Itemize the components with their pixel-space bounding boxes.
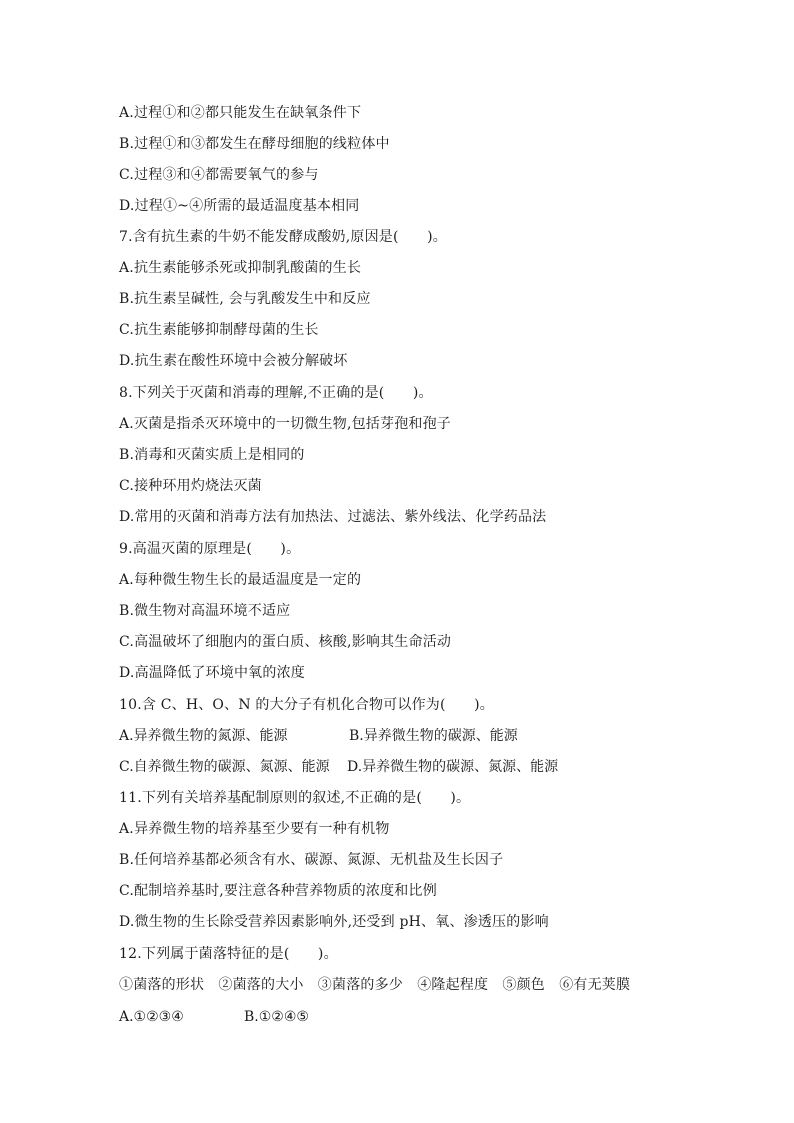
q11-option-c: C.配制培养基时,要注意各种营养物质的浓度和比例 [119, 883, 437, 899]
q7-stem: 7.含有抗生素的牛奶不能发酵成酸奶,原因是( )。 [119, 229, 447, 245]
q9-option-c: C.高温破坏了细胞内的蛋白质、核酸,影响其生命活动 [119, 634, 452, 650]
q6-option-a: A.过程①和②都只能发生在缺氧条件下 [119, 105, 362, 121]
q7-option-c: C.抗生素能够抑制酵母菌的生长 [119, 322, 319, 338]
q11-option-d: D.微生物的生长除受营养因素影响外,还受到 pH、氧、渗透压的影响 [119, 914, 549, 930]
q11-stem: 11.下列有关培养基配制原则的叙述,不正确的是( )。 [119, 790, 471, 806]
q9-stem: 9.高温灭菌的原理是( )。 [119, 541, 301, 557]
q12-option-b: B.①②④⑤ [244, 1009, 309, 1025]
q10-option-a: A.异养微生物的氮源、能源 [119, 728, 288, 744]
q10-stem: 10.含 C、H、O、N 的大分子有机化合物可以作为( )。 [119, 697, 494, 713]
q9-option-a: A.每种微生物生长的最适温度是一定的 [119, 572, 362, 588]
q12-items: ①菌落的形状 ②菌落的大小 ③菌落的多少 ④隆起程度 ⑤颜色 ⑥有无荚膜 [119, 977, 631, 993]
q10-option-b: B.异养微生物的碳源、能源 [349, 728, 518, 744]
q6-option-c: C.过程③和④都需要氧气的参与 [119, 167, 319, 183]
q7-option-a: A.抗生素能够杀死或抑制乳酸菌的生长 [119, 260, 362, 276]
q11-option-b: B.任何培养基都必须含有水、碳源、氮源、无机盐及生长因子 [119, 852, 504, 868]
q8-stem: 8.下列关于灭菌和消毒的理解,不正确的是( )。 [119, 385, 433, 401]
q8-option-b: B.消毒和灭菌实质上是相同的 [119, 447, 305, 463]
q10-option-d: D.异养微生物的碳源、氮源、能源 [347, 759, 559, 775]
q7-option-b: B.抗生素呈碱性, 会与乳酸发生中和反应 [119, 291, 371, 307]
q11-option-a: A.异养微生物的培养基至少要有一种有机物 [119, 821, 390, 837]
q6-option-b: B.过程①和③都发生在酵母细胞的线粒体中 [119, 136, 390, 152]
q8-option-c: C.接种环用灼烧法灭菌 [119, 478, 262, 494]
q9-option-b: B.微生物对高温环境不适应 [119, 603, 291, 619]
q7-option-d: D.抗生素在酸性环境中会被分解破坏 [119, 353, 348, 369]
q9-option-d: D.高温降低了环境中氧的浓度 [119, 665, 305, 681]
q8-option-a: A.灭菌是指杀灭环境中的一切微生物,包括芽孢和孢子 [119, 416, 452, 432]
q6-option-d: D.过程①~④所需的最适温度基本相同 [119, 198, 360, 214]
q8-option-d: D.常用的灭菌和消毒方法有加热法、过滤法、紫外线法、化学药品法 [119, 509, 547, 525]
q12-stem: 12.下列属于菌落特征的是( )。 [119, 946, 338, 962]
q12-option-a: A.①②③④ [119, 1009, 184, 1025]
q10-option-c: C.自养微生物的碳源、氮源、能源 [119, 759, 330, 775]
